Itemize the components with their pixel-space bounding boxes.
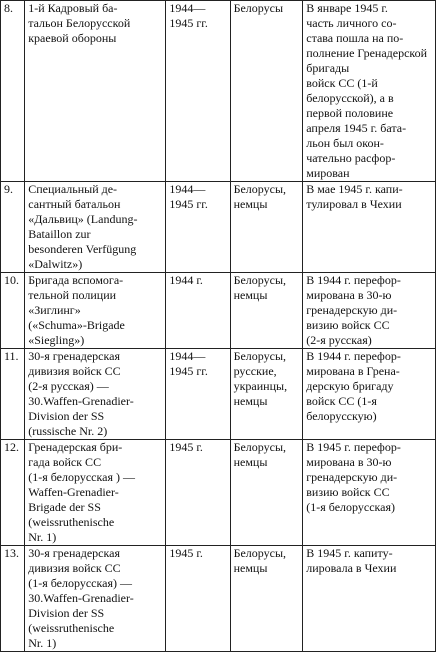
unit-nationality-line: Белорусы, <box>233 182 287 196</box>
unit-note-line: (1-я белорусская) <box>306 500 396 514</box>
unit-years-line: 1944— <box>169 349 206 363</box>
unit-name-line: («Schuma»-Brigade <box>28 318 125 332</box>
unit-name-line: (russische Nr. 2) <box>28 424 108 438</box>
unit-nationality-line: Белорусы, <box>233 349 287 363</box>
row-number-cell <box>1 273 25 349</box>
unit-note-line: дерскую бригаду <box>306 379 394 393</box>
row-number: 12. <box>4 440 19 454</box>
unit-note-cell <box>303 546 436 652</box>
unit-years-cell <box>166 182 230 273</box>
row-number-cell <box>1 440 25 546</box>
row-number-cell <box>1 349 25 440</box>
row-number: 11. <box>4 349 19 363</box>
unit-note-cell <box>303 1 436 182</box>
unit-name-line: (1-я белорусская) — <box>28 576 132 590</box>
unit-name-line: (weissruthenische <box>28 515 115 529</box>
unit-note-line: В январе 1945 г. <box>306 1 388 15</box>
unit-name-line: «Дальвиц» (Landung- <box>28 212 138 226</box>
unit-nationality-line: немцы <box>233 288 268 302</box>
unit-name-line: 30.Waffen-Grenadier- <box>28 394 134 408</box>
unit-note-line: мирована в 30-ю <box>306 455 392 469</box>
unit-name-cell <box>25 546 166 652</box>
unit-name-line: «Siegling») <box>28 333 85 347</box>
unit-name-line: 30.Waffen-Grenadier- <box>28 591 134 605</box>
unit-nationality-cell <box>230 273 303 349</box>
unit-note-line: первой половине <box>306 106 394 120</box>
unit-years-line: 1944— <box>169 1 206 15</box>
unit-note-line: войск СС (1-й <box>306 76 378 90</box>
unit-name-line: 1-й Кадровый ба- <box>28 1 118 15</box>
unit-name-cell <box>25 182 166 273</box>
unit-years-cell <box>166 546 230 652</box>
unit-name-line: Bataillon zur <box>28 227 91 241</box>
unit-note-cell <box>303 349 436 440</box>
unit-nationality-cell <box>230 440 303 546</box>
unit-nationality-line: немцы <box>233 394 268 408</box>
unit-nationality-line: Белорусы <box>233 1 284 15</box>
unit-note-line: визию войск СС <box>306 485 390 499</box>
unit-name-line: Специальный де- <box>28 182 118 196</box>
unit-years-line: 1945 г. <box>169 440 203 454</box>
unit-nationality-line: немцы <box>233 561 268 575</box>
row-number-cell <box>1 1 25 182</box>
unit-note-line: льон был окон- <box>306 136 384 150</box>
unit-name-line: «Зиглинг» <box>28 303 81 317</box>
unit-note-line: В 1944 г. перефор- <box>306 273 401 287</box>
unit-note-line: лировала в Чехии <box>306 561 397 575</box>
unit-nationality-cell <box>230 349 303 440</box>
unit-note-line: войск СС (1-я <box>306 394 377 408</box>
unit-note-line: мирована в 30-ю <box>306 288 392 302</box>
unit-name-line: (1-я белорусская ) — <box>28 470 135 484</box>
unit-name-line: Division der SS <box>28 606 105 620</box>
unit-name-line: Waffen-Grenadier- <box>28 485 119 499</box>
unit-name-cell <box>25 440 166 546</box>
row-number: 9. <box>4 182 13 196</box>
unit-nationality-cell <box>230 1 303 182</box>
unit-nationality-line: немцы <box>233 197 268 211</box>
unit-note-line: тулировал в Чехии <box>306 197 402 211</box>
table-row <box>1 440 436 546</box>
unit-name-line: (weissruthenische <box>28 621 115 635</box>
unit-nationality-line: Белорусы, <box>233 546 287 560</box>
table-row <box>1 349 436 440</box>
unit-years-cell <box>166 440 230 546</box>
unit-note-line: В 1944 г. перефор- <box>306 349 401 363</box>
unit-nationality-line: украинцы, <box>233 379 288 393</box>
unit-name-line: дивизия войск СС <box>28 561 121 575</box>
unit-nationality-line: русские, <box>233 364 277 378</box>
unit-years-cell <box>166 1 230 182</box>
unit-note-line: (2-я русская) <box>306 333 372 347</box>
table-row <box>1 273 436 349</box>
unit-years-line: 1945 гг. <box>169 16 208 30</box>
unit-note-line: часть личного со- <box>306 16 397 30</box>
table-row <box>1 182 436 273</box>
unit-note-cell <box>303 273 436 349</box>
unit-years-cell <box>166 349 230 440</box>
unit-name-cell <box>25 273 166 349</box>
unit-name-line: тальон Белорусской <box>28 16 131 30</box>
unit-years-line: 1945 гг. <box>169 364 208 378</box>
unit-note-line: гренадерскую ди- <box>306 303 398 317</box>
table-row <box>1 546 436 652</box>
unit-name-line: «Dalwitz») <box>28 257 83 271</box>
unit-years-line: 1945 г. <box>169 546 203 560</box>
unit-name-cell <box>25 349 166 440</box>
unit-nationality-line: Белорусы, <box>233 273 287 287</box>
unit-note-line: апреля 1945 г. бата- <box>306 121 407 135</box>
unit-years-cell <box>166 273 230 349</box>
unit-name-line: 30-я гренадерская <box>28 349 120 363</box>
table-row <box>1 1 436 182</box>
row-number-cell <box>1 182 25 273</box>
unit-note-line: гренадерскую ди- <box>306 470 398 484</box>
row-number: 10. <box>4 273 19 287</box>
unit-note-line: полнение Гренадерской бригады <box>306 46 428 75</box>
unit-note-cell <box>303 182 436 273</box>
unit-note-line: става пошла на по- <box>306 31 404 45</box>
unit-name-line: Бригада вспомога- <box>28 273 124 287</box>
units-table-body <box>1 1 436 652</box>
unit-name-line: Brigade der SS <box>28 500 101 514</box>
row-number-cell <box>1 546 25 652</box>
unit-name-line: краевой обороны <box>28 31 117 45</box>
unit-years-line: 1945 гг. <box>169 197 208 211</box>
row-number: 8. <box>4 1 13 15</box>
unit-note-line: визию войск СС <box>306 318 390 332</box>
row-number: 13. <box>4 546 19 560</box>
unit-name-line: 30-я гренадерская <box>28 546 120 560</box>
unit-name-line: Nr. 1) <box>28 530 57 544</box>
unit-note-line: В 1945 г. капиту- <box>306 546 393 560</box>
unit-years-line: 1944 г. <box>169 273 203 287</box>
unit-years-line: 1944— <box>169 182 206 196</box>
unit-nationality-line: немцы <box>233 455 268 469</box>
unit-nationality-cell <box>230 546 303 652</box>
unit-name-line: Division der SS <box>28 409 105 423</box>
unit-name-line: Гренадерская бри- <box>28 440 123 454</box>
unit-note-line: В мае 1945 г. капи- <box>306 182 403 196</box>
unit-name-line: сантный батальон <box>28 197 121 211</box>
unit-name-line: Nr. 1) <box>28 636 57 650</box>
unit-note-line: мирована в Грена- <box>306 364 400 378</box>
unit-name-line: гада войск СС <box>28 455 102 469</box>
unit-note-line: мирован <box>306 166 350 180</box>
unit-nationality-cell <box>230 182 303 273</box>
unit-note-line: чательно расфор- <box>306 151 396 165</box>
unit-name-cell <box>25 1 166 182</box>
unit-name-line: (2-я русская) — <box>28 379 109 393</box>
unit-name-line: дивизия войск СС <box>28 364 121 378</box>
unit-note-line: белорусской), а в <box>306 91 394 105</box>
unit-nationality-line: Белорусы, <box>233 440 287 454</box>
unit-note-cell <box>303 440 436 546</box>
unit-name-line: тельной полиции <box>28 288 117 302</box>
unit-name-line: besonderen Verfügung <box>28 242 137 256</box>
unit-note-line: белорусскую) <box>306 409 377 423</box>
unit-note-line: В 1945 г. перефор- <box>306 440 401 454</box>
